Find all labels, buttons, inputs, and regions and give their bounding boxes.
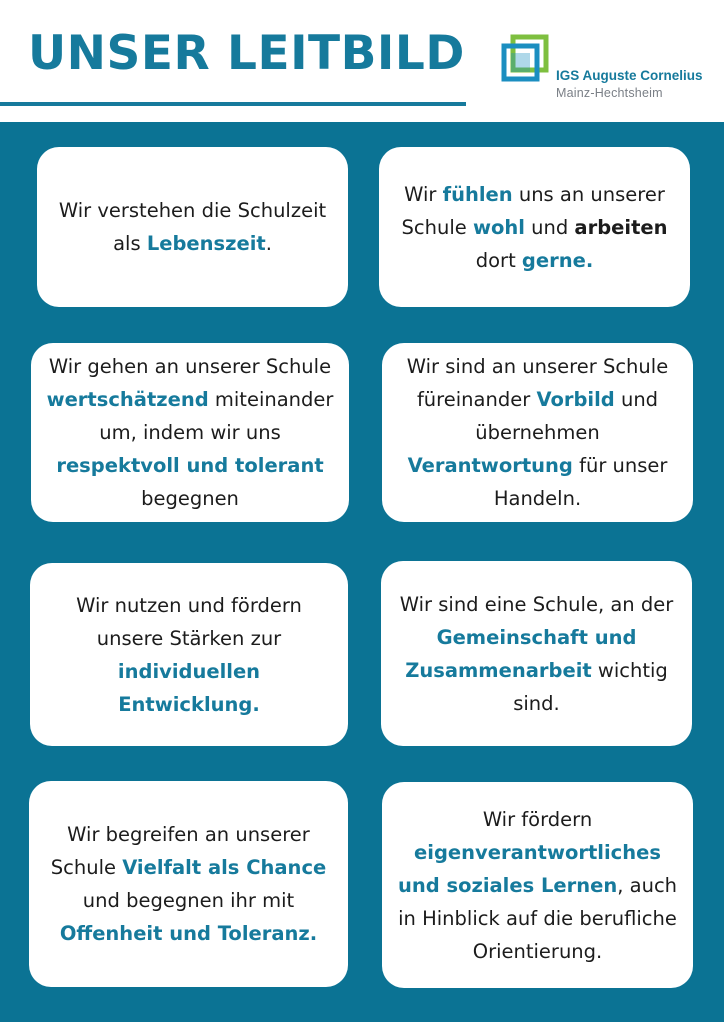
card-text-segment: und begegnen ihr mit (82, 889, 295, 912)
header (0, 0, 724, 122)
card-text-segment: Wir begreifen an unserer Schule (50, 823, 310, 879)
page-title: UNSER LEITBILD (28, 26, 465, 81)
school-logo-icon (500, 33, 550, 83)
card-text-segment: , auch in Hinblick auf die berufliche Orientierung. (398, 873, 678, 963)
school-name: IGS Auguste Cornelius (556, 68, 703, 83)
card-text-segment: Wir nutzen und fördern unsere Stärken zur (76, 593, 302, 650)
card-highlight-text: Verantwortung (407, 454, 573, 477)
card-highlight-text: respektvoll und tolerant (56, 454, 324, 477)
card-text (43, 818, 334, 950)
card-highlight-text: Gemeinschaft und Zusammenarbeit (405, 625, 637, 682)
card-text (45, 350, 335, 515)
card-vielfalt (29, 781, 348, 987)
card-highlight-text: gerne. (521, 248, 594, 272)
card-text (396, 803, 679, 968)
card-text-segment: uns an unserer Schule (401, 182, 665, 239)
card-wohlfuehlen (379, 147, 690, 307)
card-highlight-text: eigenverantwortliches und soziales Lernen (397, 840, 661, 897)
card-text (51, 194, 334, 260)
card-wertschaetzung (31, 343, 349, 522)
card-highlight-text: fühlen (442, 182, 513, 206)
card-highlight-text: wertschätzend (46, 388, 209, 411)
card-text-segment: und übernehmen (475, 388, 659, 444)
card-text-segment: Wir sind an unserer Schule füreinander (406, 355, 669, 411)
card-highlight-text: Vorbild (536, 388, 615, 411)
card-highlight-text: arbeiten (574, 215, 668, 239)
card-text-segment: wichtig sind. (513, 658, 668, 715)
school-location: Mainz-Hechtsheim (556, 86, 663, 100)
card-gemeinschaft (381, 561, 692, 746)
card-text-segment: und (524, 215, 575, 239)
card-highlight-text: Vielfalt als Chance (122, 856, 327, 879)
card-text-segment: Wir (404, 182, 443, 206)
card-text-segment: Wir verstehen die Schulzeit als (58, 199, 327, 255)
card-text-segment: Wir fördern (482, 807, 593, 831)
card-lebenszeit (37, 147, 348, 307)
card-highlight-text: wohl (472, 215, 525, 239)
card-text (393, 178, 676, 277)
card-text-segment: miteinander um, indem wir uns (99, 388, 334, 444)
content-panel (0, 122, 724, 1022)
title-underline (0, 102, 466, 106)
card-text-segment: Wir gehen an unserer Schule (48, 355, 332, 378)
card-text-segment: Wir sind eine Schule, an der (399, 592, 674, 616)
card-text (395, 588, 678, 720)
card-text-segment: begegnen (141, 487, 239, 510)
card-highlight-text: Lebenszeit (146, 232, 266, 255)
card-vorbild (382, 343, 693, 522)
card-staerken (30, 563, 348, 746)
card-text-segment: dort (475, 248, 522, 272)
card-text-segment: . (265, 232, 272, 255)
card-text (44, 589, 334, 721)
card-lernen (382, 782, 693, 988)
card-highlight-text: individuellen Entwicklung. (117, 659, 261, 716)
card-highlight-text: Offenheit und Toleranz. (59, 922, 318, 945)
card-text-segment: für unser Handeln. (493, 454, 668, 510)
card-text (396, 350, 679, 515)
